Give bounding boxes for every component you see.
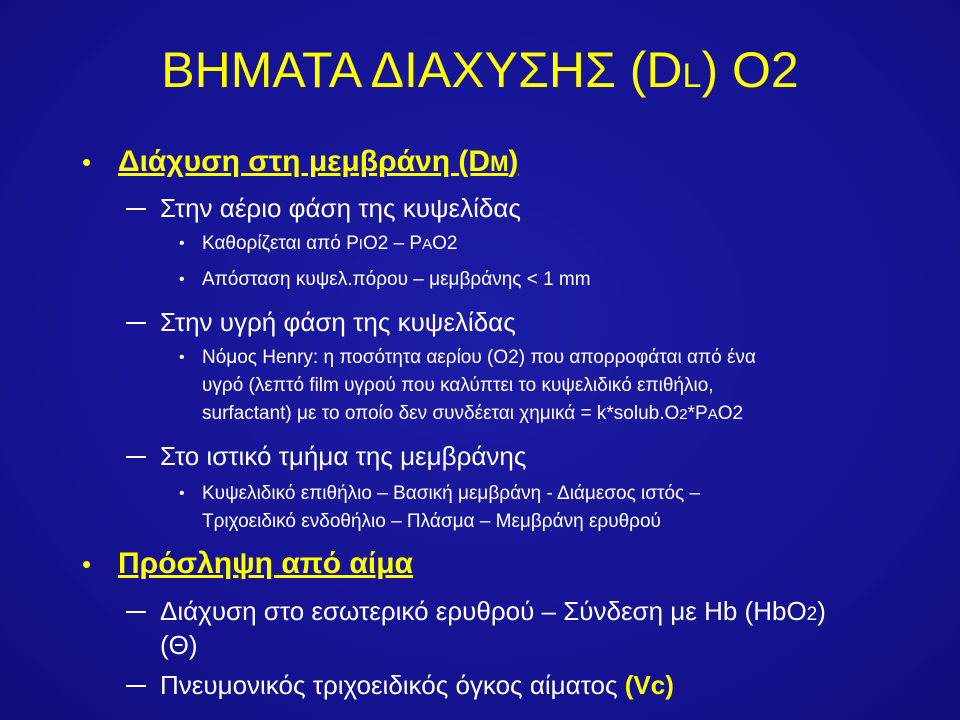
- title-text: ΒΗΜΑΤΑ ΔΙΑΧΥΣΗΣ (D: [161, 42, 683, 98]
- item-henry-law-1: Νόμος Henry: η ποσότητα αερίου (O2) που απορροφάται από ένα: [202, 347, 756, 368]
- item-layers-1: Κυψελιδικό επιθήλιο – Βασική μεμβράνη - Διάμεσος ιστός –: [202, 483, 701, 504]
- item-henry-law-3: surfactant) με το οποίο δεν συνδέεται χημικά = k*solub.O2*PAO2: [202, 403, 744, 424]
- section-heading-diffusion: Διάχυση στη μεμβράνη (DM): [118, 145, 519, 178]
- dash-icon: [126, 208, 146, 210]
- slide-title: [0, 40, 960, 106]
- subheading-tissue: Στο ιστικό τμήμα της μεμβράνης: [160, 441, 527, 471]
- item-capillary-volume: Πνευμονικός τριχοειδικός όγκος αίματος (Vc): [160, 670, 674, 700]
- item-henry-law-2: υγρό (λεπτό film υγρού που καλύπτει το κυψελιδικό επιθήλιο,: [202, 375, 714, 396]
- section-heading-blood-uptake: Πρόσληψη από αίμα: [118, 547, 413, 580]
- item-determined-by: Καθορίζεται από PIO2 – PAO2: [202, 233, 458, 254]
- dash-icon: [126, 685, 146, 687]
- item-theta: (Θ): [160, 630, 198, 660]
- dash-icon: [126, 456, 146, 458]
- item-rbc-diffusion: Διάχυση στο εσωτερικό ερυθρού – Σύνδεση με Hb (HbO2): [160, 596, 826, 626]
- title-subscript: L: [682, 57, 702, 95]
- subheading-liquid-phase: Στην υγρή φάση της κυψελίδας: [160, 307, 516, 337]
- item-distance: Απόσταση κυψελ.πόρου – μεμβράνης < 1 mm: [202, 269, 591, 290]
- dash-icon: [126, 322, 146, 324]
- bullet-icon: •: [179, 485, 185, 502]
- bullet-icon: •: [179, 349, 185, 366]
- dash-icon: [126, 611, 146, 613]
- bullet-icon: •: [179, 271, 185, 288]
- item-layers-2: Τριχοειδικό ενδοθήλιο – Πλάσμα – Μεμβράνη ερυθρού: [202, 511, 661, 532]
- title-end: ) O2: [701, 42, 799, 98]
- subheading-gas-phase: Στην αέριο φάση της κυψελίδας: [160, 193, 521, 223]
- bullet-icon: •: [179, 235, 185, 252]
- bullet-icon: •: [82, 147, 92, 177]
- bullet-icon: •: [82, 549, 92, 579]
